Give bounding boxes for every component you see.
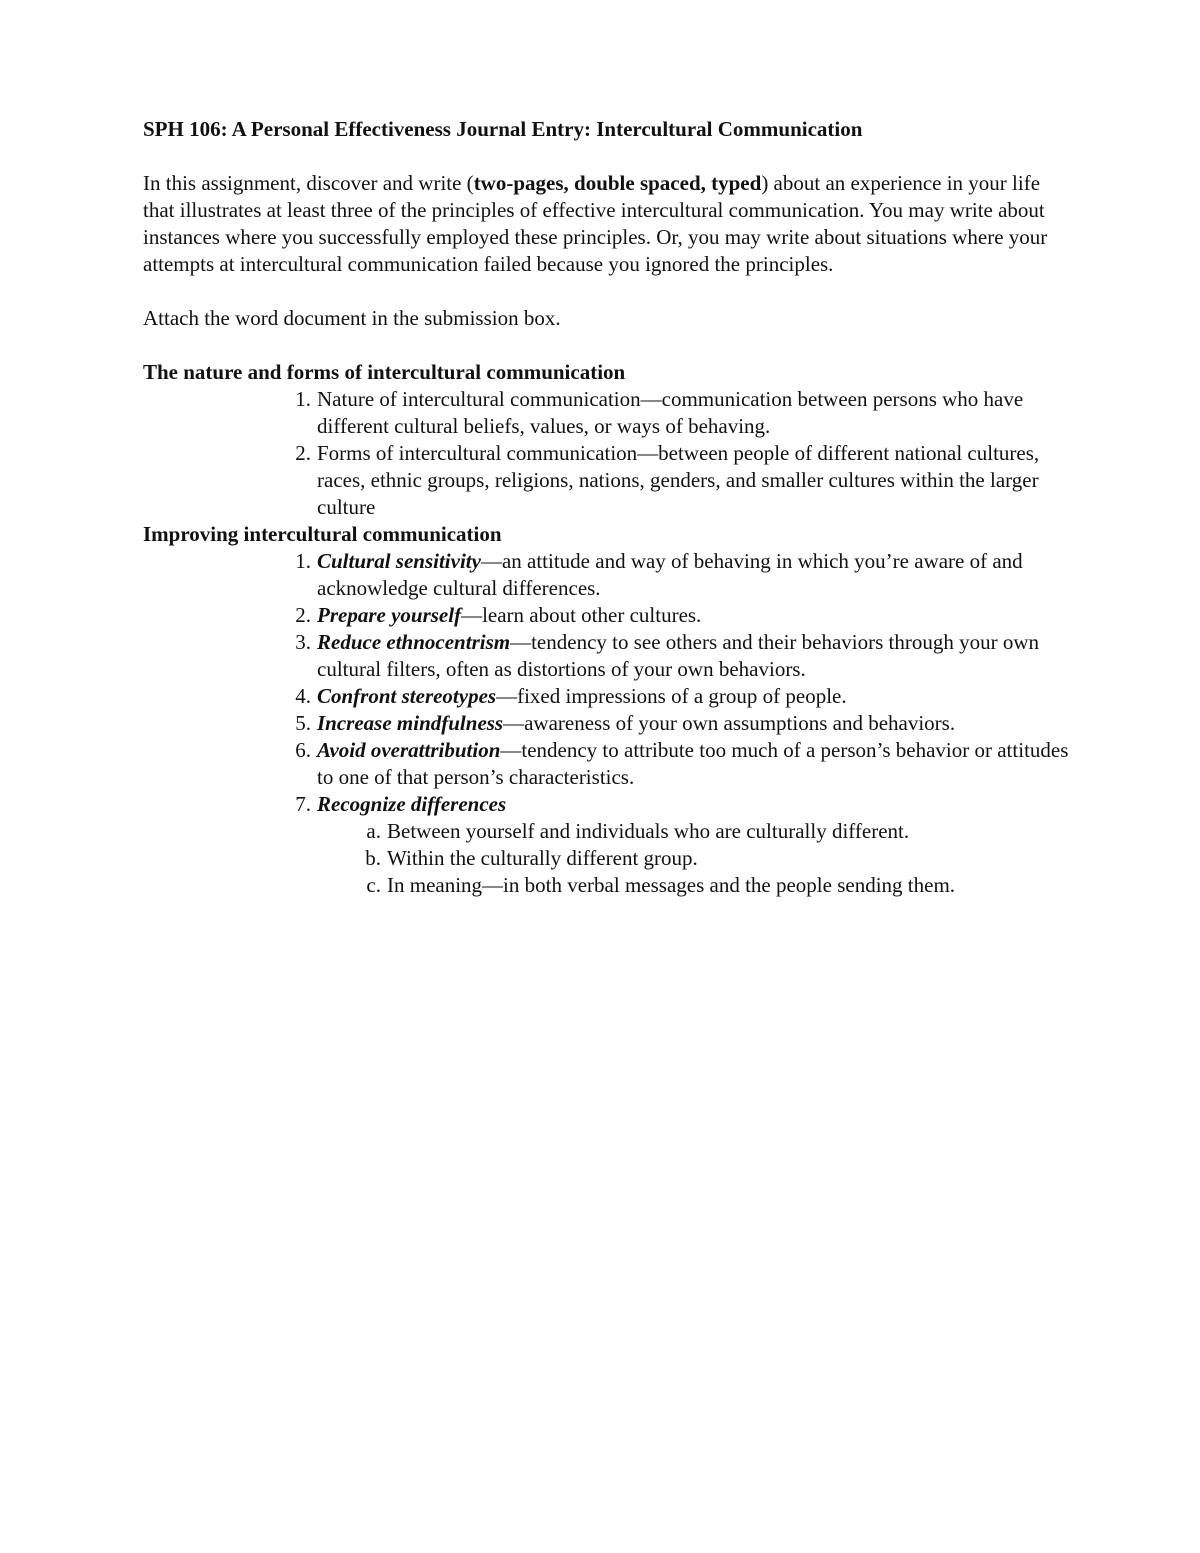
list-number: 3.	[295, 630, 311, 654]
sublist-letter: c.	[366, 873, 381, 897]
list-item-term: Avoid overattribution	[317, 738, 501, 762]
section-heading-nature: The nature and forms of intercultural communication	[143, 360, 626, 384]
list-item	[295, 548, 1073, 602]
list-item	[295, 602, 1073, 629]
list-item	[295, 629, 1073, 683]
list-number: 4.	[295, 684, 311, 708]
intro-text-after: ) about an experience in your life that illustrates at least three of the principles of effective intercultural communication. You may write about instances where you successfully employed these principles. Or, you may write about situations where your attempts at intercultural communication failed because you ignored the principles.	[143, 171, 1048, 276]
intro-text-bold: two-pages, double spaced, typed	[473, 171, 762, 195]
list-number: 6.	[295, 738, 311, 762]
sublist-item	[366, 872, 1073, 899]
list-item-text: —learn about other cultures.	[461, 603, 702, 627]
list-item-term: Increase mindfulness	[317, 711, 504, 735]
list-item-term: Cultural sensitivity	[317, 549, 481, 573]
list-item-text: Nature of intercultural communication—communication between persons who have different cultural beliefs, values, or ways of behaving.	[317, 387, 1024, 438]
list-item-text: —tendency to attribute too much of a person’s behavior or attitudes to one of that person’s characteristics.	[317, 738, 1069, 789]
list-number: 2.	[295, 441, 311, 465]
list-number: 5.	[295, 711, 311, 735]
list-item	[295, 683, 1073, 710]
list-item-text: Forms of intercultural communication—between people of different national cultures, races, ethnic groups, religions, nations, genders, and smaller cultures within the larger culture	[317, 441, 1040, 519]
list-item-term: Confront stereotypes	[317, 684, 497, 708]
improving-list	[295, 548, 1073, 899]
list-item	[295, 737, 1073, 791]
differences-sublist	[365, 818, 1073, 899]
sublist-item-text: Between yourself and individuals who are culturally different.	[387, 819, 910, 843]
sublist-item	[365, 845, 1073, 872]
list-item-term: Recognize differences	[317, 792, 507, 816]
intro-paragraph	[143, 170, 1073, 278]
intro-text-before: In this assignment, discover and write (	[143, 171, 474, 195]
list-item-text: —tendency to see others and their behaviors through your own cultural filters, often as distortions of your own behaviors.	[317, 630, 1040, 681]
list-item-term: Prepare yourself	[317, 603, 462, 627]
list-item-text: —an attitude and way of behaving in which you’re aware of and acknowledge cultural differences.	[317, 549, 1023, 600]
list-item	[295, 386, 1073, 440]
list-number: 1.	[295, 549, 311, 573]
attach-note: Attach the word document in the submission box.	[143, 306, 561, 330]
list-item-text: —fixed impressions of a group of people.	[496, 684, 847, 708]
sublist-item-text: In meaning—in both verbal messages and the people sending them.	[387, 873, 956, 897]
section-heading-improving: Improving intercultural communication	[143, 522, 502, 546]
sublist-item-text: Within the culturally different group.	[387, 846, 698, 870]
sublist-letter: a.	[366, 819, 381, 843]
document-page	[143, 116, 1073, 899]
list-item	[295, 710, 1073, 737]
list-item-term: Reduce ethnocentrism	[317, 630, 511, 654]
document-title: SPH 106: A Personal Effectiveness Journal Entry: Intercultural Communication	[143, 117, 863, 141]
list-item	[295, 791, 1073, 899]
sublist-item	[366, 818, 1073, 845]
sublist-letter: b.	[365, 846, 381, 870]
nature-list	[295, 386, 1073, 521]
list-item	[295, 440, 1073, 521]
list-number: 1.	[295, 387, 311, 411]
list-number: 2.	[295, 603, 311, 627]
list-item-text: —awareness of your own assumptions and behaviors.	[503, 711, 956, 735]
list-number: 7.	[295, 792, 311, 816]
